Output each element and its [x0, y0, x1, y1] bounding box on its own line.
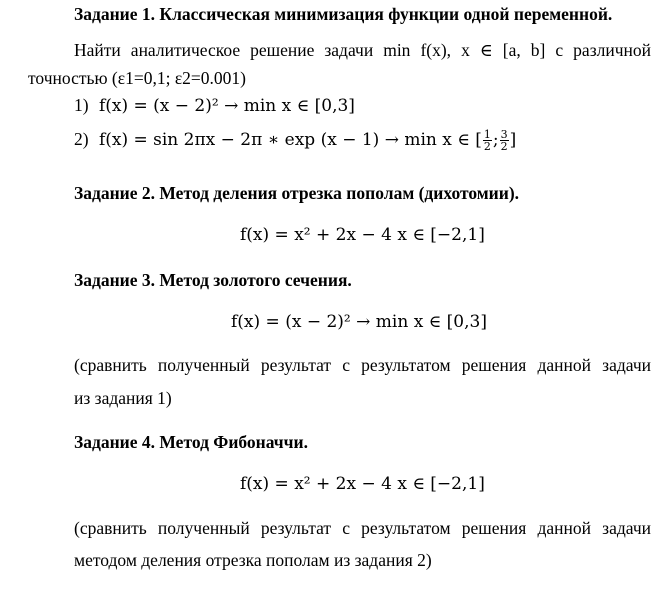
task2-formula: f(x) = x² + 2x − 4 x ∈ [−2,1] — [240, 225, 485, 245]
task1-item2-number: 2) — [74, 129, 89, 149]
task4-title: Задание 4. Метод Фибоначчи. — [74, 432, 309, 452]
task1-item2 — [74, 129, 516, 152]
task4-note-line1: (сравнить полученный результат с результатом решения данной задачи — [74, 518, 651, 538]
task1-item2-fraction-lower — [483, 129, 492, 152]
task3-title: Задание 3. Метод золотого сечения. — [74, 270, 352, 290]
task1-title: Задание 1. Классическая минимизация функции одной переменной. — [74, 4, 613, 24]
task1-item1 — [74, 95, 355, 116]
task3-formula: f(x) = (x − 2)² → min x ∈ [0,3] — [231, 312, 487, 332]
task4-formula: f(x) = x² + 2x − 4 x ∈ [−2,1] — [240, 474, 485, 494]
fraction-numerator: 1 — [483, 128, 491, 142]
fraction-numerator: 3 — [500, 128, 508, 142]
task4-note-line2: методом деления отрезка пополам из задания 2) — [74, 550, 432, 570]
task1-item2-close-bracket: ] — [509, 130, 517, 150]
task1-item1-number: 1) — [74, 95, 89, 115]
task2-title: Задание 2. Метод деления отрезка пополам (дихотомии). — [74, 183, 520, 203]
task3-note-line1: (сравнить полученный результат с результатом решения данной задачи — [74, 355, 651, 375]
fraction-denominator: 2 — [500, 140, 508, 154]
task1-item2-formula: f(x) = sin 2πx − 2π ∗ exp (x − 1) → min x ∈ [ — [98, 130, 482, 150]
task3-note-line2: из задания 1) — [74, 388, 172, 408]
fraction-denominator: 2 — [483, 140, 491, 154]
task1-item2-separator: ; — [492, 130, 499, 150]
task1-intro: Найти аналитическое решение задачи min f(x), x ∈ [a, b] с различной точностью (ε1=0,1; ε2=0.001) — [28, 40, 651, 88]
task1-item2-fraction-upper — [500, 129, 509, 152]
task1-item1-formula: f(x) = (x − 2)² → min x ∈ [0,3] — [98, 96, 355, 116]
